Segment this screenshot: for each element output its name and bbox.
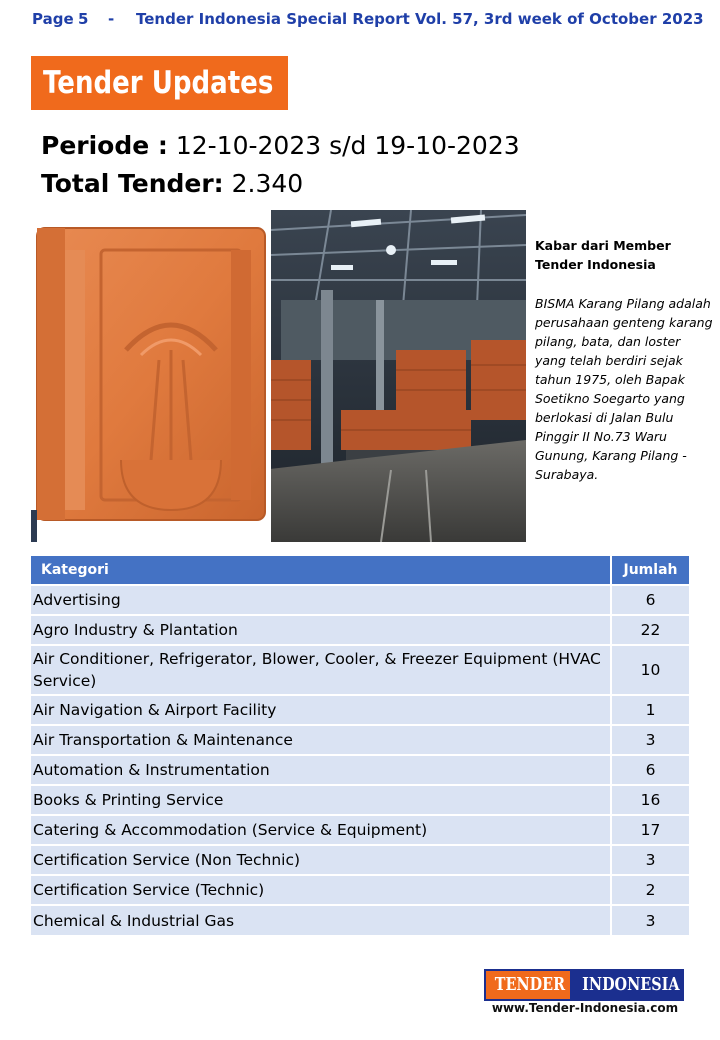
tender-indonesia-logo xyxy=(484,969,684,1001)
table-row xyxy=(31,695,689,725)
table-row xyxy=(31,725,689,755)
tender-category-table xyxy=(31,556,689,935)
category-cell: Certification Service (Technic) xyxy=(31,875,611,905)
category-cell: Air Navigation & Airport Facility xyxy=(31,695,611,725)
section-title: Tender Updates xyxy=(43,65,274,101)
table-row xyxy=(31,815,689,845)
column-header-category: Kategori xyxy=(31,556,611,585)
count-cell: 6 xyxy=(611,755,689,785)
category-cell: Automation & Instrumentation xyxy=(31,755,611,785)
total-label: Total Tender: xyxy=(41,169,224,198)
table-row xyxy=(31,905,689,935)
table-row xyxy=(31,785,689,815)
category-cell: Chemical & Industrial Gas xyxy=(31,905,611,935)
report-title: Tender Indonesia Special Report Vol. 57, 3rd week of October 2023 xyxy=(136,10,704,28)
category-cell: Air Conditioner, Refrigerator, Blower, Cooler, & Freezer Equipment (HVAC Service) xyxy=(31,645,611,695)
factory-photo-illustration xyxy=(31,210,526,542)
category-cell: Agro Industry & Plantation xyxy=(31,615,611,645)
table-row xyxy=(31,645,689,695)
periode-label: Periode : xyxy=(41,131,168,160)
table-row xyxy=(31,615,689,645)
table-row xyxy=(31,755,689,785)
total-value: 2.340 xyxy=(231,169,304,198)
category-cell: Books & Printing Service xyxy=(31,785,611,815)
table-row xyxy=(31,875,689,905)
count-cell: 22 xyxy=(611,615,689,645)
category-cell: Catering & Accommodation (Service & Equipment) xyxy=(31,815,611,845)
website-url[interactable]: www.Tender-Indonesia.com xyxy=(491,1001,679,1015)
count-cell: 10 xyxy=(611,645,689,695)
table-row xyxy=(31,585,689,615)
count-cell: 3 xyxy=(611,905,689,935)
category-cell: Air Transportation & Maintenance xyxy=(31,725,611,755)
member-news-title xyxy=(535,236,715,274)
roof-tile-image xyxy=(37,228,265,520)
logo-text-indonesia: INDONESIA xyxy=(582,974,680,995)
count-cell: 17 xyxy=(611,815,689,845)
member-news-body: BISMA Karang Pilang adalah perusahaan genteng karang pilang, bata, dan loster yang telah berdiri sejak tahun 1975, oleh Bapak Soetikno Soegarto yang berlokasi di Jalan Bulu Pinggir II No.73 Waru Gunung, Karang Pilang - Surabaya. xyxy=(535,296,713,482)
count-cell: 2 xyxy=(611,875,689,905)
category-cell: Advertising xyxy=(31,585,611,615)
section-title-banner xyxy=(31,56,288,110)
count-cell: 1 xyxy=(611,695,689,725)
periode-value: 12-10-2023 s/d 19-10-2023 xyxy=(175,131,520,160)
periode-line xyxy=(41,131,520,160)
page-label: Page xyxy=(32,10,74,28)
report-header xyxy=(32,10,712,28)
page-number: 5 xyxy=(78,10,89,28)
total-line xyxy=(41,169,303,198)
count-cell: 6 xyxy=(611,585,689,615)
logo-text-tender: TENDER xyxy=(494,974,566,995)
member-news-title-line1: Kabar dari Member xyxy=(535,238,671,253)
roof-tile-factory-photo xyxy=(31,210,526,542)
count-cell: 3 xyxy=(611,725,689,755)
logo-part-tender xyxy=(486,971,570,999)
count-cell: 3 xyxy=(611,845,689,875)
header-separator: - xyxy=(108,10,115,28)
category-cell: Certification Service (Non Technic) xyxy=(31,845,611,875)
count-cell: 16 xyxy=(611,785,689,815)
table-header-row xyxy=(31,556,689,585)
table-row xyxy=(31,845,689,875)
member-news-title-line2: Tender Indonesia xyxy=(535,257,656,272)
column-header-count: Jumlah xyxy=(611,556,689,585)
logo-part-indonesia xyxy=(570,971,684,999)
